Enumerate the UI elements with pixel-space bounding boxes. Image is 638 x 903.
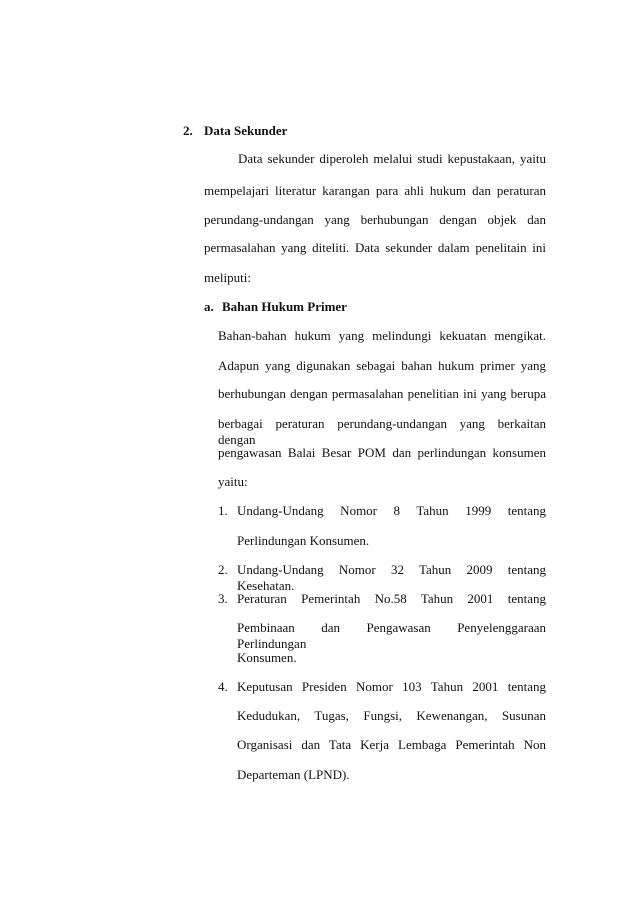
list-item-4-line-2: Kedudukan, Tugas, Fungsi, Kewenangan, Susunan <box>237 708 546 723</box>
list-item-4-line-4: Departeman (LPND). <box>237 767 350 782</box>
subsection-paragraph-line-2: Adapun yang digunakan sebagai bahan hukum primer yang <box>218 358 546 373</box>
list-item-3-number: 3. <box>218 591 228 606</box>
section-paragraph-line-3: perundang-undangan yang berhubungan dengan objek dan <box>204 212 546 227</box>
section-paragraph-line-5: meliputi: <box>204 270 251 285</box>
list-item-1-number: 1. <box>218 503 228 518</box>
section-paragraph-line-2: mempelajari literatur karangan para ahli hukum dan peraturan <box>204 183 546 198</box>
list-item-4-number: 4. <box>218 679 228 694</box>
subsection-paragraph-line-5: pengawasan Balai Besar POM dan perlindungan konsumen <box>218 445 546 460</box>
subsection-label: a. <box>204 299 214 314</box>
subsection-paragraph-line-1: Bahan-bahan hukum yang melindungi kekuatan mengikat. <box>218 328 546 343</box>
subsection-paragraph-line-6: yaitu: <box>218 474 248 489</box>
list-item-3-line-2: Pembinaan dan Pengawasan Penyelenggaraan Perlindungan <box>237 620 546 651</box>
section-number: 2. <box>183 123 193 138</box>
list-item-4-line-3: Organisasi dan Tata Kerja Lembaga Pemerintah Non <box>237 737 546 752</box>
list-item-2-line-1: Undang-Undang Nomor 32 Tahun 2009 tentang Kesehatan. <box>237 562 546 593</box>
list-item-3-line-3: Konsumen. <box>237 650 297 665</box>
list-item-1-line-2: Perlindungan Konsumen. <box>237 533 370 548</box>
subsection-title: Bahan Hukum Primer <box>222 299 347 314</box>
list-item-1-line-1: Undang-Undang Nomor 8 Tahun 1999 tentang <box>237 503 546 518</box>
list-item-4-line-1: Keputusan Presiden Nomor 103 Tahun 2001 tentang <box>237 679 546 694</box>
subsection-paragraph-line-4: berbagai peraturan perundang-undangan yang berkaitan dengan <box>218 416 546 447</box>
subsection-paragraph-line-3: berhubungan dengan permasalahan penelitian ini yang berupa <box>218 386 546 401</box>
list-item-2-number: 2. <box>218 562 228 577</box>
section-title: Data Sekunder <box>204 123 288 138</box>
list-item-3-line-1: Peraturan Pemerintah No.58 Tahun 2001 tentang <box>237 591 546 606</box>
section-paragraph-line-1: Data sekunder diperoleh melalui studi kepustakaan, yaitu <box>238 151 546 166</box>
section-paragraph-line-4: permasalahan yang diteliti. Data sekunder dalam penelitain ini <box>204 240 546 255</box>
